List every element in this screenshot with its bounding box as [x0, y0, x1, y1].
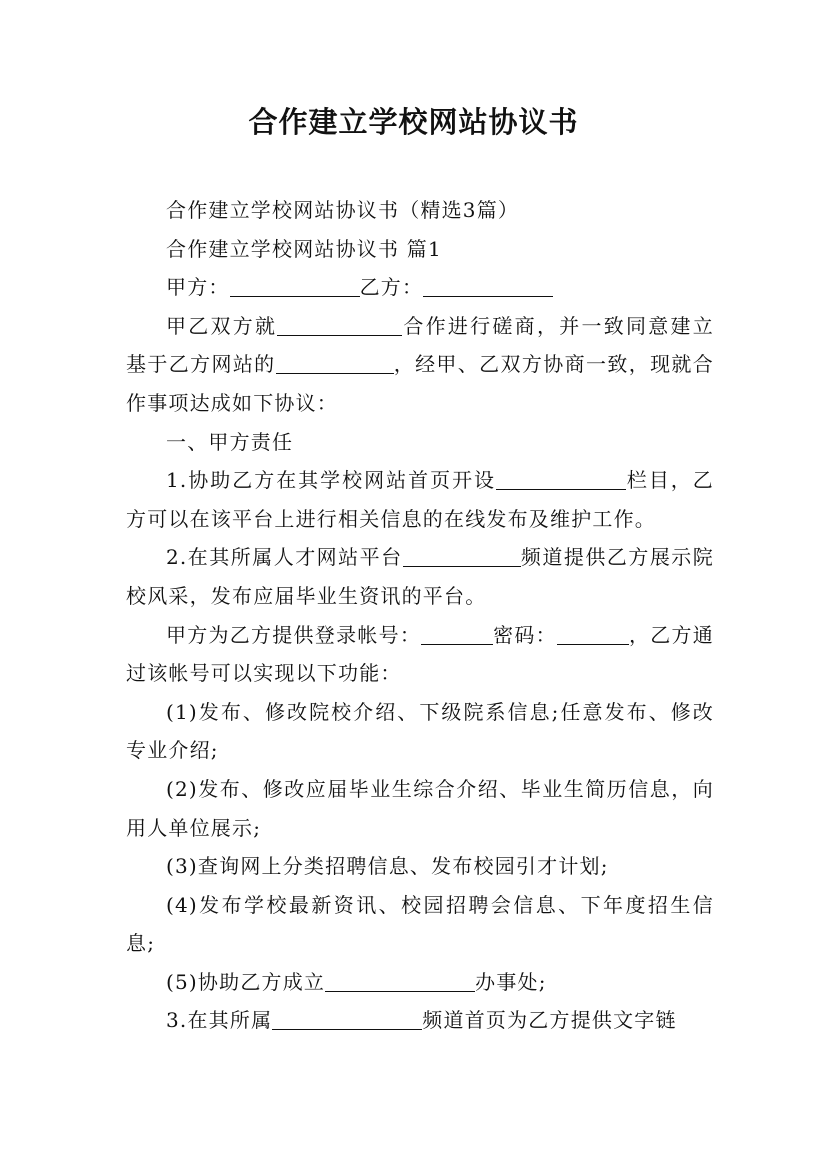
password-blank: [557, 622, 629, 645]
intro-paragraph: [126, 307, 714, 423]
party-b-label: 乙方：: [359, 275, 424, 300]
intro-text-3: ，经甲、乙双方协商一致，现就合作事项达成如下协议：: [126, 352, 714, 415]
intro-text-1: 甲乙双方就: [166, 313, 278, 338]
account-text-2: 密码：: [493, 622, 557, 647]
clause-1-text-1: 1.协助乙方在其学校网站首页开设: [166, 468, 497, 493]
account-text-3: ，乙方通过该帐号可以实现以下功能：: [126, 622, 714, 686]
column-blank: [496, 467, 626, 490]
parties-line: [126, 268, 714, 307]
account-text-1: 甲方为乙方提供登录帐号：: [166, 622, 422, 647]
function-item: (3)查询网上分类招聘信息、发布校园引才计划;: [166, 854, 609, 879]
heading-party-a-duties: 一、甲方责任: [166, 429, 294, 454]
office-blank: [325, 969, 475, 992]
intro-text-2: 合作进行磋商，并一致同意建立基于乙方网站的: [126, 313, 714, 377]
clause-3-text-1: 3.在其所属: [166, 1008, 273, 1033]
clause-1-text-2: 栏目，乙方可以在该平台上进行相关信息的在线发布及维护工作。: [126, 468, 714, 531]
function-item: (4)发布学校最新资讯、校园招聘会信息、下年度招生信息;: [126, 892, 714, 956]
clause-2-text-2: 频道提供乙方展示院校风采，发布应届毕业生资讯的平台。: [126, 545, 714, 608]
cooperation-blank: [277, 313, 402, 336]
document-subtitle: 合作建立学校网站协议书（精选3篇）: [166, 198, 520, 222]
function-item: (1)发布、修改院校介绍、下级院系信息;任意发布、修改专业介绍;: [126, 699, 714, 763]
party-a-label: 甲方：: [166, 275, 230, 300]
website-blank: [276, 351, 394, 374]
function-5-text-1: (5)协助乙方成立: [166, 969, 326, 994]
account-blank: [421, 622, 493, 645]
section-title: 合作建立学校网站协议书 篇1: [166, 236, 442, 261]
clause-3-text-2: 频道首页为乙方提供文字链: [422, 1008, 677, 1033]
function-item-5: [126, 963, 714, 1002]
clause-2-text-1: 2.在其所属人才网站平台: [166, 545, 403, 570]
party-b-blank: [423, 274, 553, 297]
function-5-text-2: 办事处;: [475, 969, 547, 994]
clause-2: [126, 538, 714, 615]
party-a-blank: [230, 274, 360, 297]
channel-home-blank: [272, 1007, 422, 1030]
clause-1: [126, 461, 714, 538]
clause-3: [126, 1001, 714, 1040]
channel-blank: [403, 544, 521, 567]
account-paragraph: [126, 616, 714, 693]
function-item: (2)发布、修改应届毕业生综合介绍、毕业生简历信息，向用人单位展示;: [126, 776, 714, 840]
document-title: 合作建立学校网站协议书: [248, 105, 579, 139]
document-body: [126, 191, 714, 1040]
